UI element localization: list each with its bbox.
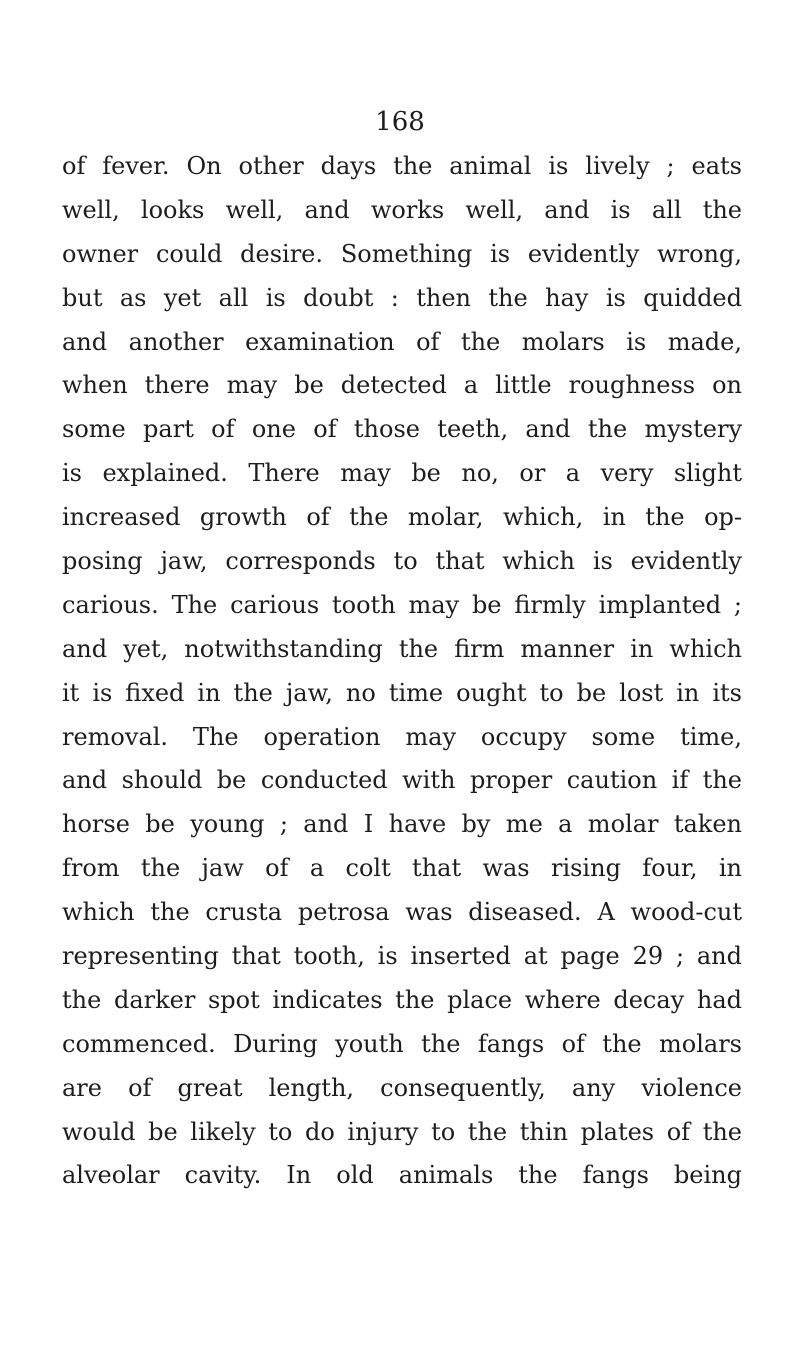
text-line: carious. The carious tooth may be firmly implanted ; bbox=[62, 590, 742, 619]
text-line: of fever. On other days the animal is lively ; eats bbox=[62, 152, 742, 180]
text-line: alveolar cavity. In old animals the fangs being bbox=[62, 1161, 742, 1190]
text-line: some part of one of those teeth, and the mystery bbox=[62, 415, 742, 444]
text-line: from the jaw of a colt that was rising four, in bbox=[62, 854, 742, 883]
text-line: when there may be detected a little roughness on bbox=[62, 371, 742, 400]
text-line: which the crusta petrosa was diseased. A wood-cut bbox=[62, 898, 742, 927]
text-line: increased growth of the molar, which, in the op- bbox=[62, 503, 742, 532]
text-line: but as yet all is doubt : then the hay is quidded bbox=[62, 283, 742, 312]
text-line: horse be young ; and I have by me a molar taken bbox=[62, 810, 742, 839]
text-line: and yet, notwithstanding the firm manner in which bbox=[62, 634, 742, 663]
text-line: the darker spot indicates the place where decay had bbox=[62, 985, 742, 1014]
text-line: posing jaw, corresponds to that which is evidently bbox=[62, 547, 742, 576]
text-line: owner could desire. Something is evidently wrong, bbox=[62, 239, 742, 268]
text-line: removal. The operation may occupy some time, bbox=[62, 722, 742, 751]
page-number: 168 bbox=[375, 107, 425, 137]
text-line: and another examination of the molars is made, bbox=[62, 327, 742, 356]
text-line: and should be conducted with proper caution if the bbox=[62, 766, 742, 795]
text-line: is explained. There may be no, or a very slight bbox=[62, 459, 742, 488]
text-line: commenced. During youth the fangs of the molars bbox=[62, 1029, 742, 1058]
body-text bbox=[62, 145, 742, 1198]
text-line: are of great length, consequently, any violence bbox=[62, 1073, 742, 1102]
text-line: it is fixed in the jaw, no time ought to be lost in its bbox=[62, 678, 742, 707]
text-line: would be likely to do injury to the thin plates of the bbox=[62, 1117, 742, 1146]
text-line: representing that tooth, is inserted at page 29 ; and bbox=[62, 942, 742, 971]
text-line: well, looks well, and works well, and is all the bbox=[62, 195, 742, 224]
